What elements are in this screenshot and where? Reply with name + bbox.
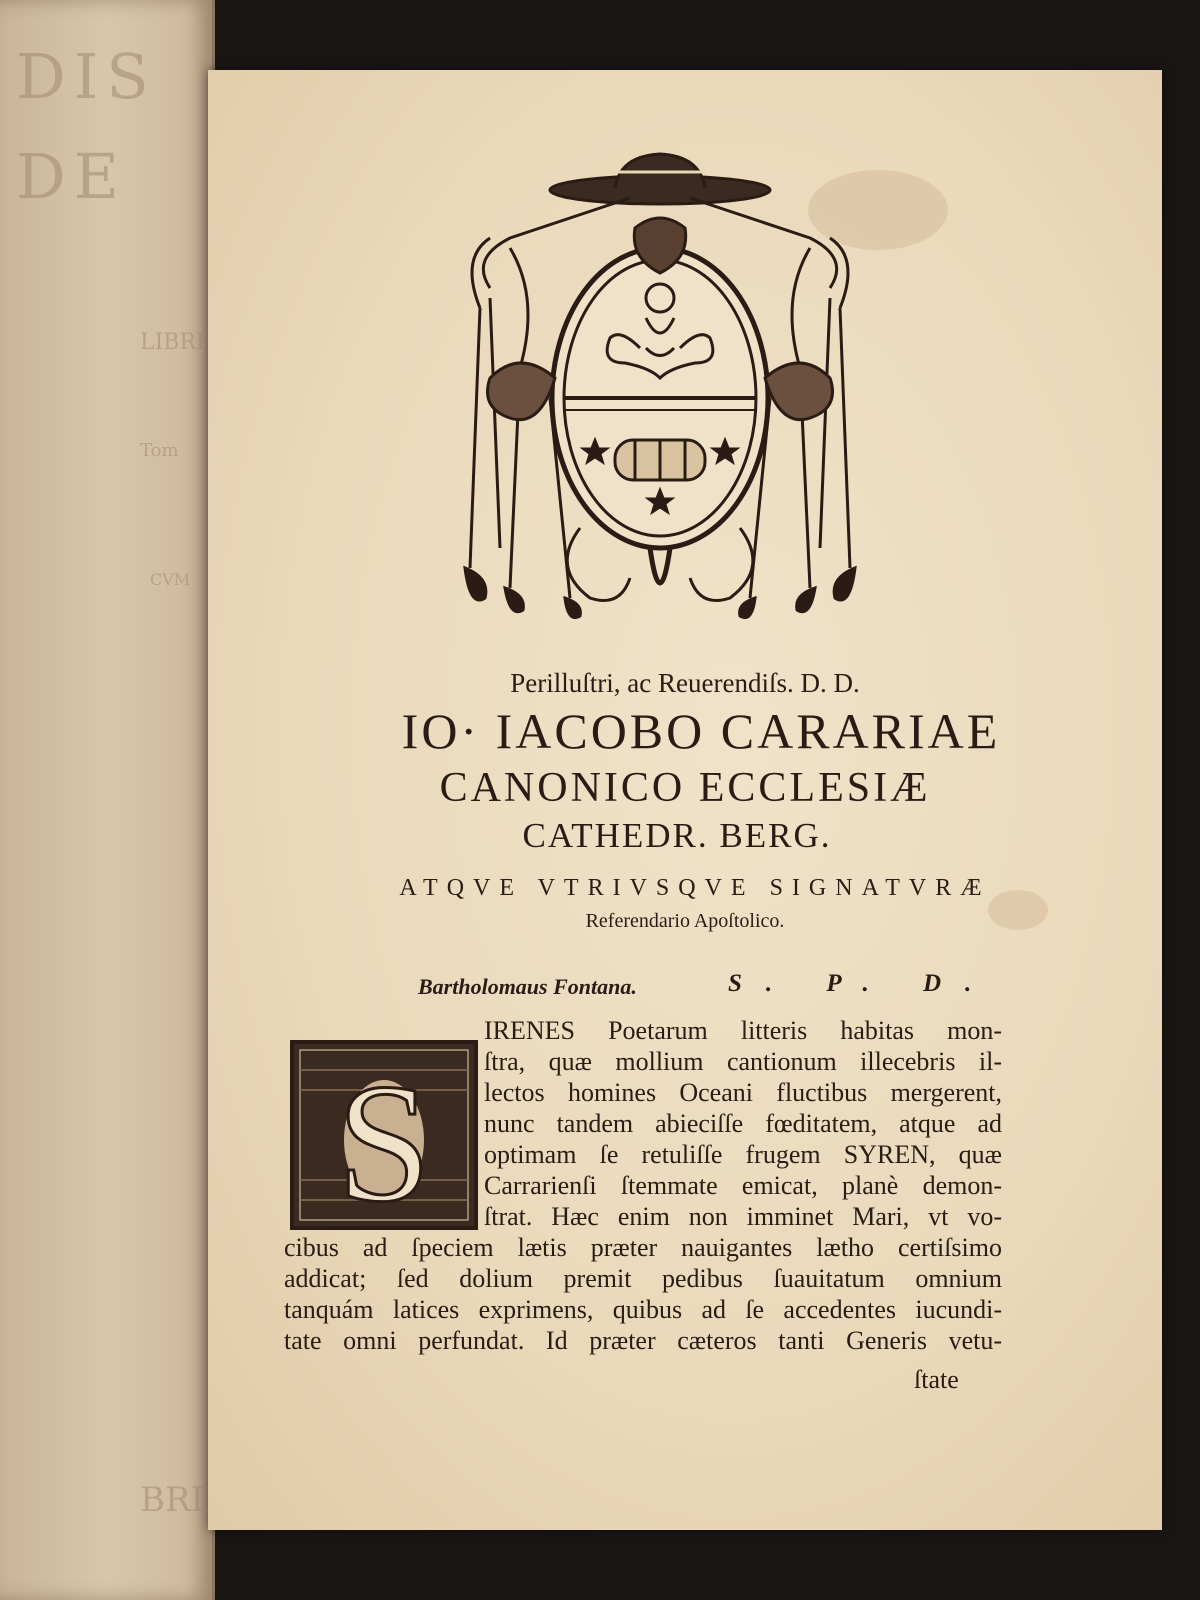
body-line: nunc tandem abieciſſe fœditatem, atque ad [484, 1109, 1002, 1138]
body-line: tanquám latices exprimens, quibus ad ſe accedentes iucundi- [284, 1295, 1002, 1324]
body-line: optimam ſe retuliſſe frugem SYREN, quæ [484, 1140, 1002, 1169]
coat-of-arms-woodcut [450, 148, 870, 628]
ghost-text: LIBRI [140, 330, 205, 355]
body-line: ſtrat. Hæc enim non imminet Mari, vt vo- [484, 1202, 1002, 1231]
body-line: tate omni perfundat. Id præter cæteros tanti Generis vetu- [284, 1326, 1002, 1355]
salutation: S. P. D. [728, 970, 996, 997]
body-line: IRENES Poetarum litteris habitas mon- [484, 1016, 1002, 1045]
body-line: ſtra, quæ mollium cantionum illecebris il- [484, 1047, 1002, 1076]
ghost-text: DIS [16, 40, 157, 113]
left-page [0, 0, 215, 1600]
title-line-3: ATQVE VTRIVSQVE SIGNATVRÆ [399, 875, 991, 901]
ghost-text: CVM [150, 570, 191, 589]
ghost-text: DE [16, 140, 127, 213]
body-line: addicat; ſed dolium premit pedibus ſuauitatum omnium [284, 1264, 1002, 1293]
ghost-text: BRI [140, 1480, 205, 1520]
decorated-initial-s [290, 1040, 478, 1230]
ghost-text: Tom [140, 440, 179, 461]
title-line-2: CATHEDR. BERG. [522, 816, 832, 855]
body-line: cibus ad ſpeciem lætis præter nauigantes lætho certiſsimo [284, 1233, 1002, 1262]
title-line-1: CANONICO ECCLESIÆ [439, 765, 931, 811]
author-line: Bartholomaus Fontana. [418, 974, 637, 999]
dedication-line: Perilluſtri, ac Reuerendiſs. D. D. [510, 668, 860, 698]
initial-letter: S [336, 1049, 432, 1230]
book-page [208, 70, 1162, 1530]
body-line: Carrarienſi ſtemmate emicat, planè demon- [484, 1171, 1002, 1200]
catchword: ſtate [914, 1365, 959, 1394]
body-line: lectos homines Oceani fluctibus mergerent, [484, 1078, 1002, 1107]
title-line-4: Referendario Apoſtolico. [585, 910, 785, 932]
recipient-name: IO· IACOBO CARARIAE [401, 703, 1001, 759]
